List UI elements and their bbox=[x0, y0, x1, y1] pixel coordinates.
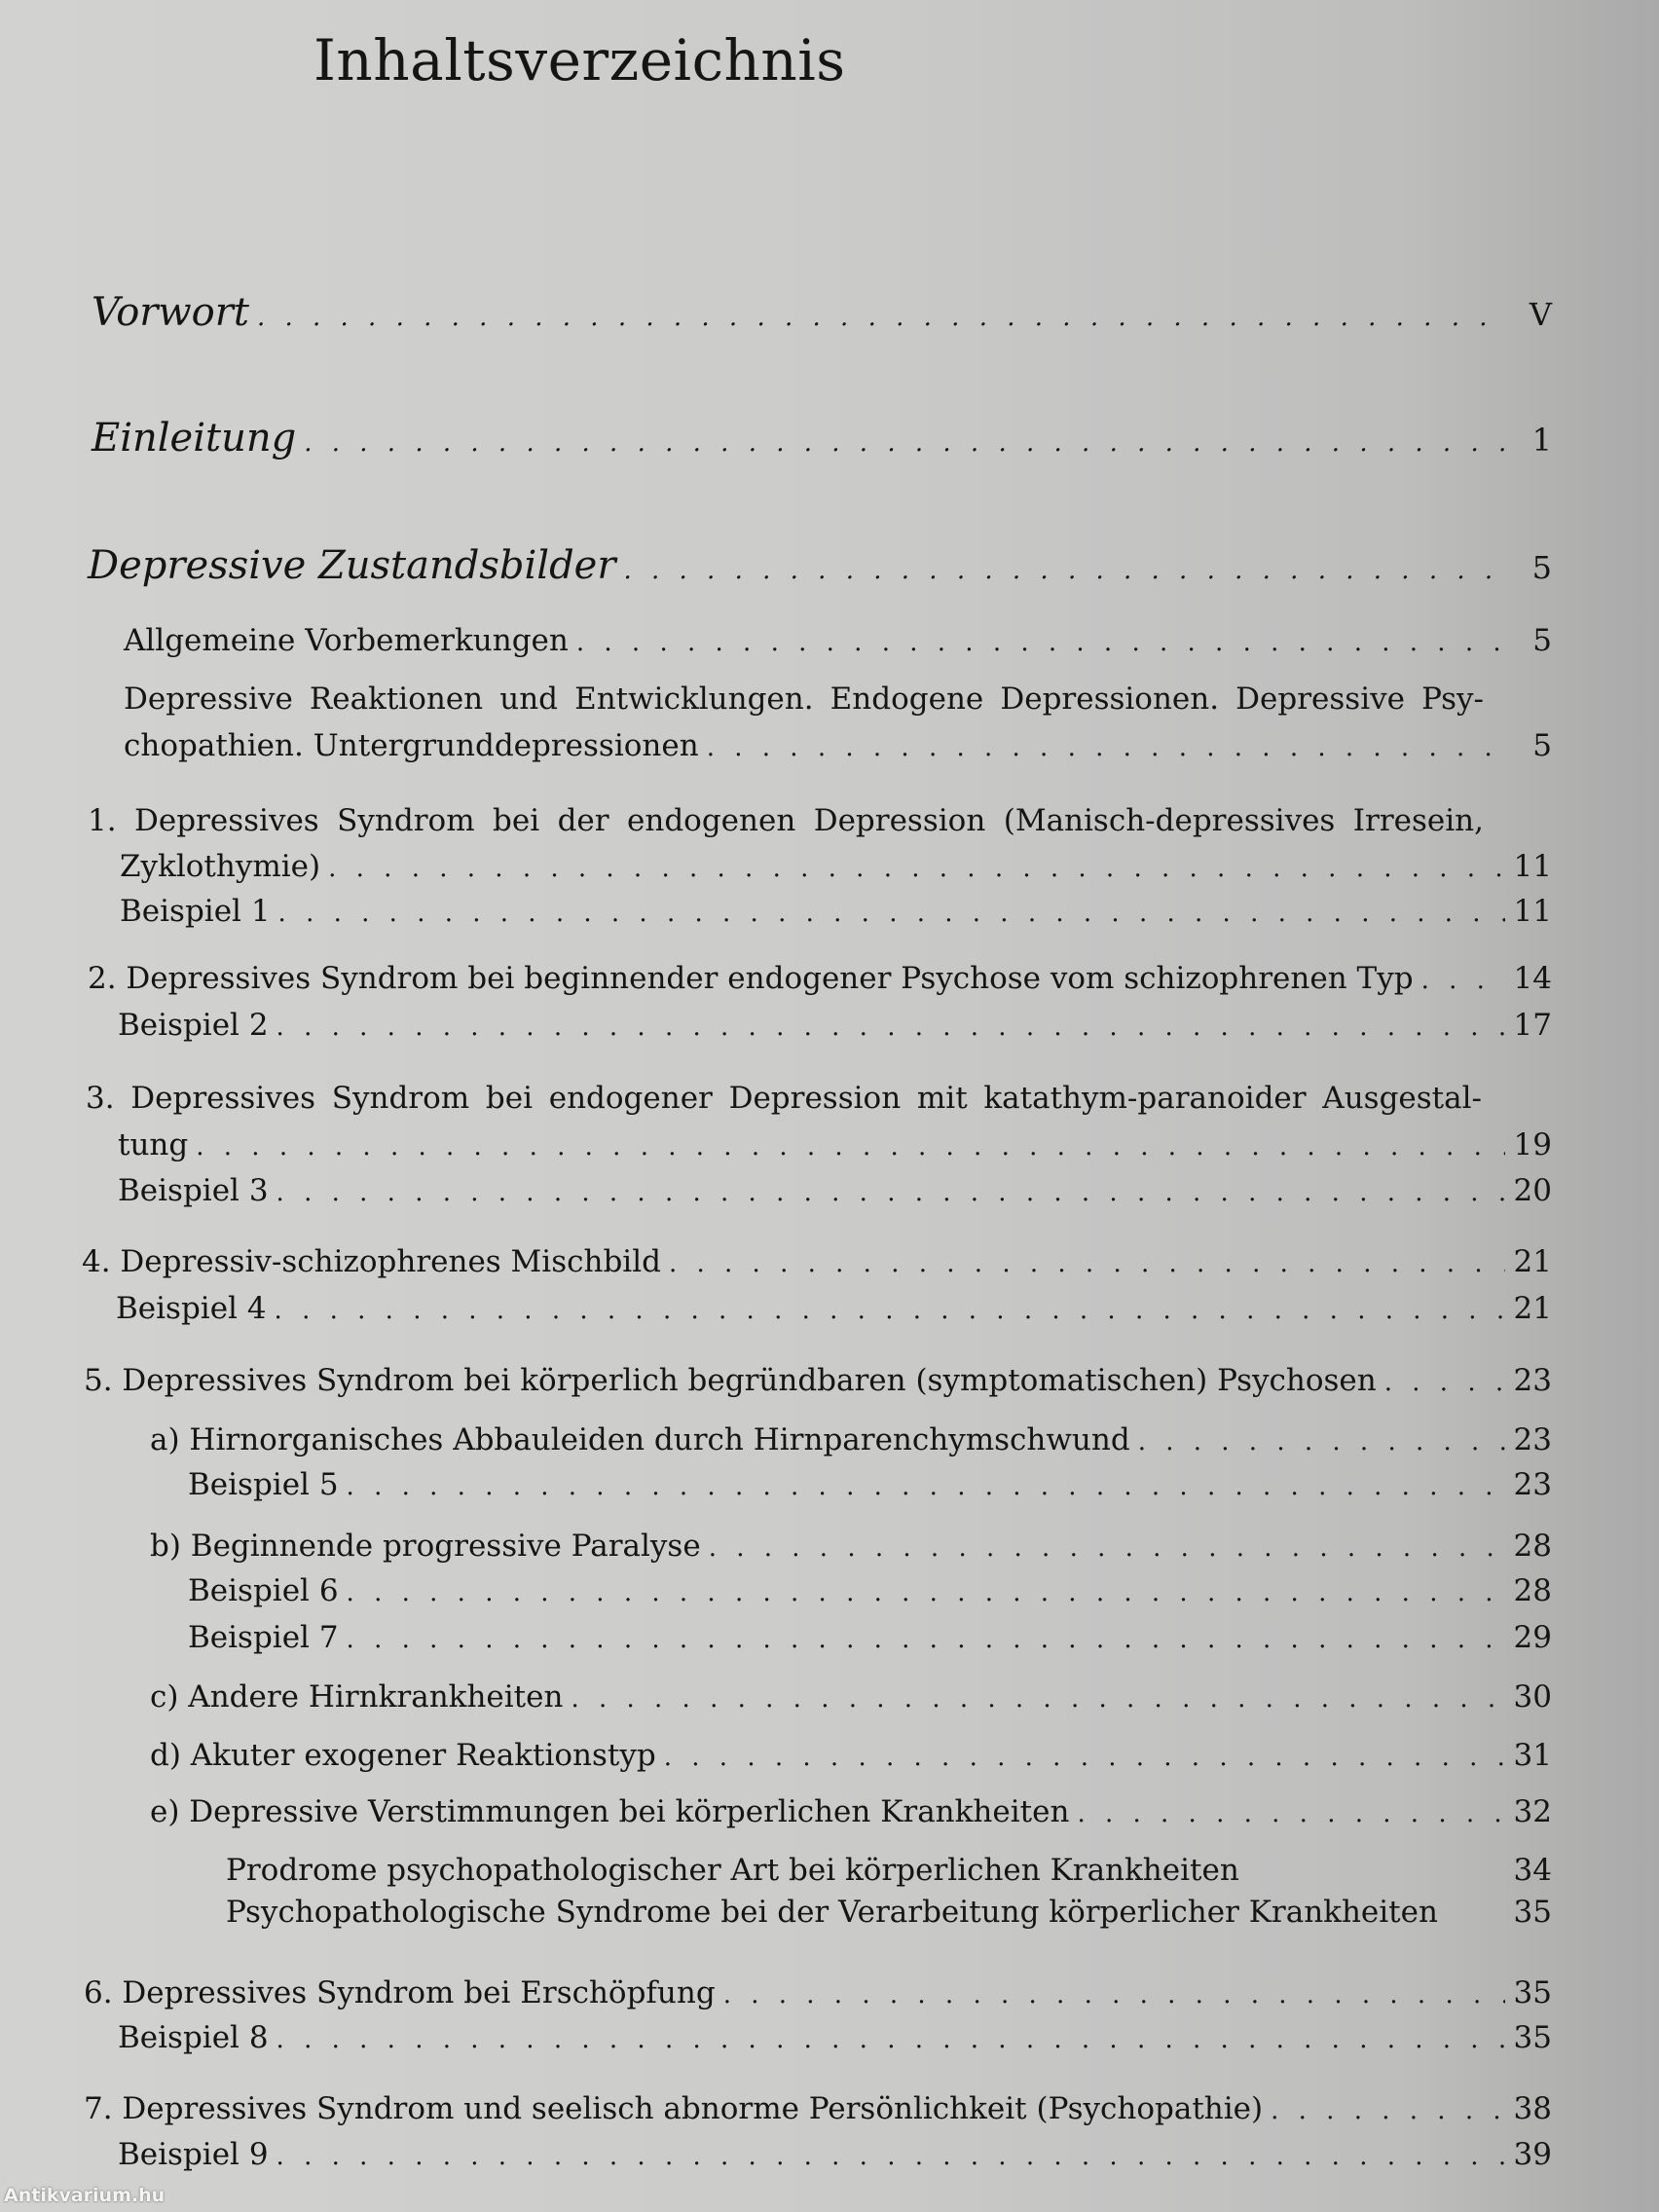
toc-entry bbox=[116, 1291, 1552, 1326]
dot-leader bbox=[257, 303, 1505, 332]
dot-leader bbox=[276, 1178, 1505, 1207]
entry-title: Psychopathologische Syndrome bei der Verarbeitung körperlicher Krankheiten bbox=[226, 1895, 1438, 1930]
entry-title: b) Beginnende progressive Paralyse bbox=[150, 1529, 701, 1564]
dot-leader bbox=[275, 1296, 1505, 1325]
entry-title: Beispiel 8 bbox=[118, 2020, 269, 2055]
dot-leader bbox=[1271, 2096, 1505, 2125]
dot-leader bbox=[304, 428, 1505, 458]
toc-entry bbox=[92, 290, 1552, 335]
entry-line: 3. Depressives Syndrom bei endogener Depression mit katathym-paranoider Ausgestal- bbox=[86, 1081, 1482, 1116]
toc-entry bbox=[118, 1127, 1552, 1162]
entry-line: Depressive Reaktionen und Entwicklungen. Endogene Depressionen. Depressive Psy- bbox=[124, 682, 1484, 717]
entry-title: chopathien. Untergrunddepressionen bbox=[124, 728, 699, 763]
page-number: 21 bbox=[1513, 1244, 1552, 1279]
toc-entry bbox=[120, 849, 1552, 884]
toc-entry bbox=[88, 543, 1552, 588]
entry-title: Depressive Zustandsbilder bbox=[88, 543, 616, 588]
dot-leader bbox=[623, 556, 1505, 585]
entry-title: Beispiel 1 bbox=[120, 894, 271, 929]
entry-title: Beispiel 5 bbox=[188, 1467, 339, 1502]
page-number: 38 bbox=[1513, 2091, 1552, 2126]
entry-title: Beispiel 6 bbox=[188, 1573, 339, 1608]
toc-entry bbox=[118, 2020, 1552, 2055]
page-number: 23 bbox=[1513, 1363, 1552, 1398]
dot-leader bbox=[278, 899, 1505, 928]
page-number: 28 bbox=[1513, 1573, 1552, 1608]
dot-leader bbox=[709, 1533, 1505, 1563]
entry-title: Zyklothymie) bbox=[120, 849, 321, 884]
entry-title: 6. Depressives Syndrom bei Erschöpfung bbox=[84, 1975, 716, 2010]
page-number: 32 bbox=[1513, 1794, 1552, 1829]
page-number: 31 bbox=[1513, 1738, 1552, 1773]
toc-entry bbox=[84, 1975, 1552, 2010]
entry-title: 4. Depressiv-schizophrenes Mischbild bbox=[82, 1244, 661, 1279]
page-number: 19 bbox=[1513, 1127, 1552, 1162]
toc-entry bbox=[150, 1529, 1552, 1564]
entry-title: 5. Depressives Syndrom bei körperlich begründbaren (symptomatischen) Psychosen bbox=[84, 1363, 1377, 1398]
page-number: 21 bbox=[1513, 1291, 1552, 1326]
dot-leader bbox=[571, 1684, 1505, 1714]
dot-leader bbox=[276, 1013, 1505, 1042]
toc-entry bbox=[150, 1794, 1552, 1829]
page-number: 5 bbox=[1531, 549, 1552, 586]
dot-leader bbox=[347, 1625, 1505, 1654]
toc-entry bbox=[188, 1467, 1552, 1502]
dot-leader bbox=[576, 628, 1505, 657]
page-number: 14 bbox=[1513, 961, 1552, 996]
dot-leader bbox=[1384, 1368, 1505, 1397]
toc-entry bbox=[82, 1244, 1552, 1279]
page-number: 23 bbox=[1513, 1422, 1552, 1457]
dot-leader bbox=[1138, 1427, 1505, 1456]
page-number: 20 bbox=[1513, 1173, 1552, 1208]
page-number: 5 bbox=[1532, 623, 1552, 658]
entry-title: Beispiel 2 bbox=[118, 1008, 269, 1043]
entry-title: e) Depressive Verstimmungen bei körperlichen Krankheiten bbox=[150, 1794, 1070, 1829]
entry-title: Prodrome psychopathologischer Art bei körperlichen Krankheiten bbox=[226, 1853, 1239, 1888]
page-number: 1 bbox=[1531, 422, 1552, 459]
toc-entry bbox=[124, 728, 1552, 763]
toc-entry bbox=[118, 1173, 1552, 1208]
dot-leader bbox=[723, 1980, 1505, 2009]
dot-leader bbox=[276, 2142, 1505, 2171]
entry-title: Beispiel 3 bbox=[118, 1173, 269, 1208]
toc-entry bbox=[150, 1679, 1552, 1714]
toc-entry bbox=[118, 2137, 1552, 2172]
page-number: 35 bbox=[1513, 2020, 1552, 2055]
page-number: 23 bbox=[1513, 1467, 1552, 1502]
page-number: 39 bbox=[1513, 2137, 1552, 2172]
entry-title: Beispiel 9 bbox=[118, 2137, 269, 2172]
dot-leader bbox=[669, 1249, 1505, 1278]
entry-title: Allgemeine Vorbemerkungen bbox=[124, 623, 569, 658]
entry-title: Beispiel 4 bbox=[116, 1291, 267, 1326]
page-number: 35 bbox=[1513, 1975, 1552, 2010]
toc-entry bbox=[92, 416, 1552, 461]
page-number: 30 bbox=[1513, 1679, 1552, 1714]
dot-leader bbox=[707, 733, 1505, 762]
entry-title: d) Akuter exogener Reaktionstyp bbox=[150, 1738, 656, 1773]
toc-entry bbox=[118, 1008, 1552, 1043]
entry-title: 7. Depressives Syndrom und seelisch abnorme Persönlichkeit (Psychopathie) bbox=[84, 2091, 1264, 2126]
page-number: 11 bbox=[1513, 849, 1552, 884]
toc-entry bbox=[124, 623, 1552, 658]
page-number: 17 bbox=[1513, 1008, 1552, 1043]
entry-title: c) Andere Hirnkrankheiten bbox=[150, 1679, 564, 1714]
watermark: Antikvarium.hu bbox=[4, 2185, 166, 2206]
entry-title: Vorwort bbox=[92, 290, 249, 335]
toc-entry bbox=[120, 894, 1552, 929]
toc-entry bbox=[84, 2091, 1552, 2126]
page-number: V bbox=[1529, 296, 1552, 333]
toc-entry bbox=[150, 1738, 1552, 1773]
page-number: 5 bbox=[1532, 728, 1552, 763]
toc-entry bbox=[188, 1620, 1552, 1655]
dot-leader bbox=[664, 1743, 1505, 1772]
entry-title: tung bbox=[118, 1127, 189, 1162]
dot-leader bbox=[1421, 966, 1505, 995]
entry-line: 1. Depressives Syndrom bei der endogenen Depression (Manisch-depressives Irresein, bbox=[88, 803, 1484, 838]
toc-entry bbox=[188, 1573, 1552, 1608]
dot-leader bbox=[1077, 1799, 1505, 1828]
toc-entry bbox=[226, 1853, 1552, 1888]
page-title: Inhaltsverzeichnis bbox=[313, 27, 846, 93]
page-number: 35 bbox=[1513, 1895, 1552, 1930]
page-number: 29 bbox=[1513, 1620, 1552, 1655]
toc-entry bbox=[84, 1363, 1552, 1398]
toc-entry bbox=[226, 1895, 1552, 1930]
entry-title: Einleitung bbox=[92, 416, 297, 461]
entry-title: a) Hirnorganisches Abbauleiden durch Hirnparenchymschwund bbox=[150, 1422, 1130, 1457]
page-number: 34 bbox=[1513, 1853, 1552, 1888]
dot-leader bbox=[328, 854, 1505, 883]
toc-entry bbox=[88, 961, 1552, 996]
dot-leader bbox=[196, 1132, 1505, 1161]
page-number: 11 bbox=[1513, 894, 1552, 929]
toc-entry bbox=[150, 1422, 1552, 1457]
dot-leader bbox=[276, 2025, 1505, 2054]
dot-leader bbox=[347, 1578, 1505, 1607]
entry-title: 2. Depressives Syndrom bei beginnender endogener Psychose vom schizophrenen Typ bbox=[88, 961, 1414, 996]
page-number: 28 bbox=[1513, 1529, 1552, 1564]
entry-title: Beispiel 7 bbox=[188, 1620, 339, 1655]
dot-leader bbox=[347, 1472, 1505, 1501]
